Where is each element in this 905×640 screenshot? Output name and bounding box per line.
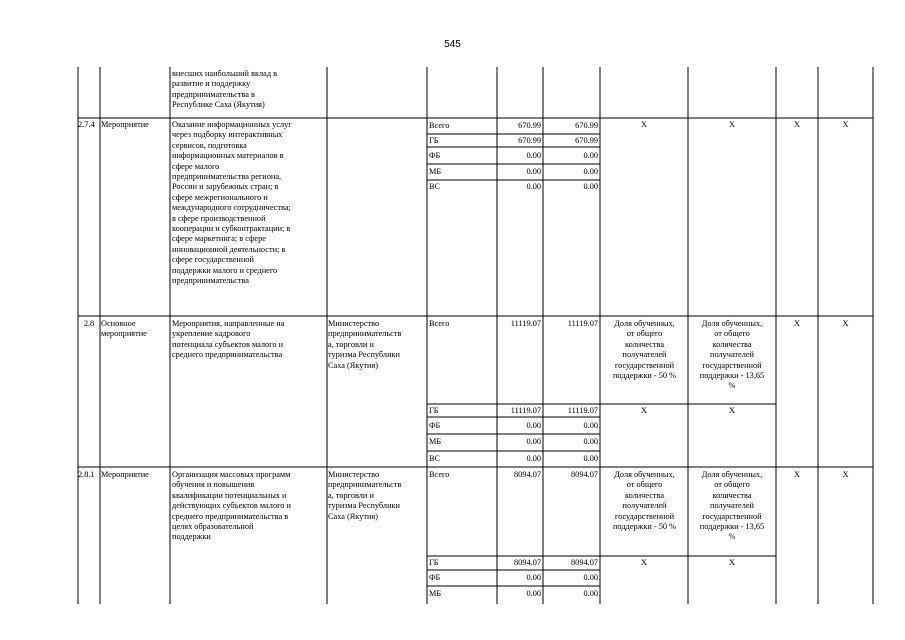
- row-28-gb-v1: 11119.07: [510, 406, 541, 415]
- row-274-description: Оказание информационных услуг через подборку интерактивных сервисов, подготовка информационных материалов в сфере малого предпринимательства региона, России и зарубежных стран; в сфере межрегионального и международного сотрудничества; в сфере производственной кооперации и субконтрактации; в сфере маркетинга; в сфере инновационной деятельности; в сфере государственной поддержки малого и среднего предпринимательства: [172, 120, 292, 286]
- row-281-fb-v2: 0.00: [583, 573, 598, 582]
- intro-description: внесших наибольший вклад в развитие и поддержку предпринимательства в Республике Саха (Якутия): [172, 69, 278, 110]
- row-274-vs-v1: 0.00: [526, 182, 541, 191]
- row-274-type: Мероприятие: [101, 120, 149, 129]
- row-28-indicator-2: Доля обученных, от общего количества получателей государственной поддержки - 13,65 %: [699, 319, 765, 391]
- row-28-indicator-1: Доля обученных, от общего количества получателей государственной поддержки - 50 %: [612, 319, 677, 381]
- row-281-gb-indicator-1: Х: [641, 558, 647, 567]
- row-281-gb-v1: 8094.07: [514, 558, 541, 567]
- row-28-mb-v1: 0.00: [526, 437, 541, 446]
- row-28-source-mb: МБ: [429, 437, 442, 446]
- row-28-vs-v1: 0.00: [526, 454, 541, 463]
- row-281-gb-indicator-2: Х: [729, 558, 735, 567]
- row-274-total-v2: 670.99: [575, 121, 598, 130]
- row-274-total-v1: 670.99: [518, 121, 541, 130]
- row-28-total-v1: 11119.07: [510, 319, 541, 328]
- row-274-source-vs: ВС: [429, 182, 441, 191]
- row-281-indicator-4: Х: [842, 470, 849, 479]
- row-274-indicator-2: Х: [729, 120, 735, 129]
- row-274-gb-v2: 670.99: [575, 136, 598, 145]
- row-281-indicator-2: Доля обученных, от общего количества получателей государственной поддержки - 13,65 %: [699, 470, 765, 542]
- row-28-gb-v2: 11119.07: [567, 406, 598, 415]
- row-274-code: 2.7.4: [78, 120, 95, 129]
- row-28-source-fb: ФБ: [429, 421, 441, 430]
- row-281-source-mb: МБ: [429, 589, 442, 598]
- row-274-fb-v1: 0.00: [526, 151, 541, 160]
- row-28-total-v2: 11119.07: [567, 319, 598, 328]
- row-274-source-gb: ГБ: [429, 136, 439, 145]
- row-281-indicator-3: Х: [794, 470, 800, 479]
- row-274-vs-v2: 0.00: [583, 182, 598, 191]
- row-274-source-fb: ФБ: [429, 151, 441, 160]
- row-281-fb-v1: 0.00: [526, 573, 541, 582]
- row-281-type: Мероприятие: [101, 470, 149, 479]
- row-28-mb-v2: 0.00: [583, 437, 598, 446]
- row-274-indicator-4: Х: [842, 120, 849, 129]
- row-281-code: 2.8.1: [78, 470, 95, 479]
- row-28-source-gb: ГБ: [429, 406, 439, 415]
- row-281-gb-v2: 8094.07: [571, 558, 598, 567]
- row-281-executor: Министерство предпринимательств а, торговли и туризма Республики Саха (Якутия): [328, 470, 402, 521]
- row-274-gb-v1: 670.99: [518, 136, 541, 145]
- row-28-type: Основное мероприятие: [101, 319, 147, 339]
- row-28-gb-indicator-1: Х: [641, 406, 647, 415]
- row-274-indicator-1: Х: [641, 120, 647, 129]
- row-274-mb-v2: 0.00: [583, 167, 598, 176]
- row-281-total-v1: 8094.07: [514, 470, 541, 479]
- row-274-source-mb: МБ: [429, 167, 442, 176]
- row-281-mb-v2: 0.00: [583, 589, 598, 598]
- row-281-source-gb: ГБ: [429, 558, 439, 567]
- row-28-indicator-3: Х: [794, 319, 800, 328]
- row-28-executor: Министерство предпринимательств а, торговли и туризма Республики Саха (Якутия): [328, 319, 402, 370]
- row-28-fb-v1: 0.00: [526, 421, 541, 430]
- row-274-source-total: Всего: [429, 121, 450, 130]
- row-28-indicator-4: Х: [842, 319, 849, 328]
- row-28-source-vs: ВС: [429, 454, 441, 463]
- row-28-source-total: Всего: [429, 319, 450, 328]
- page-number: 545: [444, 39, 461, 50]
- row-28-description: Мероприятия, направленные на укрепление кадрового потенциала субъектов малого и среднего предпринимательства: [172, 319, 285, 360]
- row-28-fb-v2: 0.00: [583, 421, 598, 430]
- row-274-mb-v1: 0.00: [526, 167, 541, 176]
- row-281-source-total: Всего: [429, 470, 450, 479]
- row-274-indicator-3: Х: [794, 120, 800, 129]
- row-28-code: 2.8: [83, 319, 95, 328]
- row-281-total-v2: 8094.07: [571, 470, 598, 479]
- row-274-fb-v2: 0.00: [583, 151, 598, 160]
- row-28-vs-v2: 0.00: [583, 454, 598, 463]
- row-28-gb-indicator-2: Х: [729, 406, 735, 415]
- row-281-source-fb: ФБ: [429, 573, 441, 582]
- row-281-mb-v1: 0.00: [526, 589, 541, 598]
- row-281-description: Организация массовых программ обучения и повышения квалификации потенциальных и действующих субъектов малого и среднего предпринимательства в целях образовательной поддержки: [172, 470, 291, 542]
- row-281-indicator-1: Доля обученных, от общего количества получателей государственной поддержки - 50 %: [612, 470, 677, 532]
